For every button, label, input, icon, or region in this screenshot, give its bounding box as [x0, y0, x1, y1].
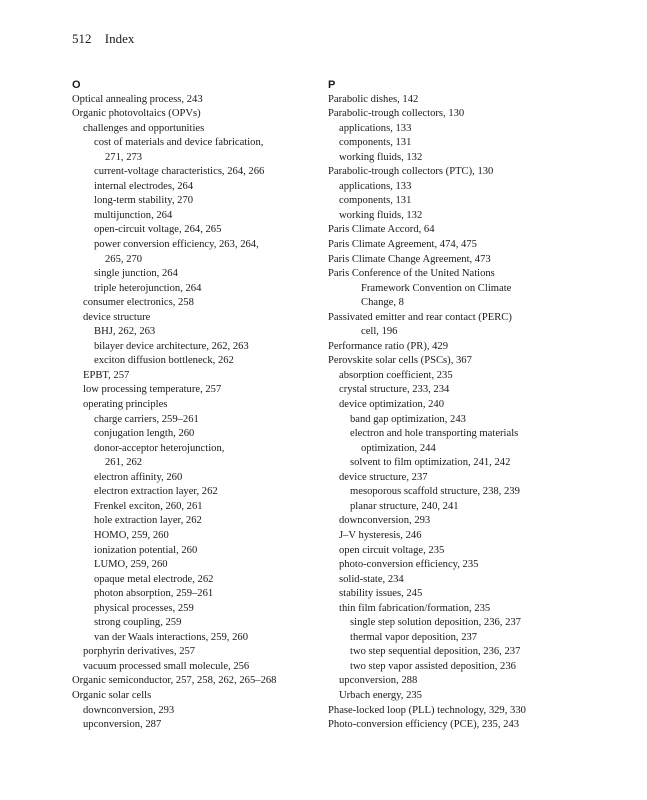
index-entry: vacuum processed small molecule, 256 [83, 660, 250, 672]
index-entry: consumer electronics, 258 [83, 297, 194, 309]
index-entry: upconversion, 288 [339, 675, 418, 687]
running-title: Index [104, 31, 135, 46]
index-entry: electron affinity, 260 [94, 471, 183, 483]
index-entry: physical processes, 259 [94, 602, 194, 614]
index-entry: LUMO, 259, 260 [94, 559, 168, 571]
index-entry: BHJ, 262, 263 [94, 326, 156, 338]
index-entry: mesoporous scaffold structure, 238, 239 [350, 486, 520, 498]
index-column-left [72, 78, 322, 733]
index-entry: solvent to film optimization, 241, 242 [350, 457, 511, 469]
index-entry: open-circuit voltage, 264, 265 [94, 224, 222, 236]
index-entry: photo-conversion efficiency, 235 [339, 559, 479, 571]
index-entry: current-voltage characteristics, 264, 266 [94, 166, 265, 178]
index-entry: Passivated emitter and rear contact (PERC) [328, 311, 512, 323]
index-entry: bilayer device architecture, 262, 263 [94, 340, 249, 352]
index-entry: J–V hysteresis, 246 [339, 529, 422, 541]
index-entry: components, 131 [339, 195, 412, 207]
index-entry: Paris Climate Change Agreement, 473 [328, 253, 491, 265]
index-entry: Phase-locked loop (PLL) technology, 329, 330 [328, 704, 526, 716]
index-entry: planar structure, 240, 241 [350, 500, 459, 512]
index-entry: stability issues, 245 [339, 588, 423, 600]
index-entry: downconversion, 293 [339, 515, 431, 527]
index-entry: thermal vapor deposition, 237 [350, 631, 478, 643]
index-entry: thin film fabrication/formation, 235 [339, 602, 491, 614]
index-entry: device structure, 237 [339, 471, 428, 483]
index-entry: internal electrodes, 264 [94, 180, 194, 192]
index-entry: Organic solar cells [72, 689, 152, 701]
index-entry: Parabolic dishes, 142 [328, 93, 419, 105]
index-entry: strong coupling, 259 [94, 617, 182, 629]
index-entry: Parabolic-trough collectors, 130 [328, 108, 465, 120]
index-entry: working fluids, 132 [339, 151, 423, 163]
index-entry: cell, 196 [361, 326, 398, 338]
index-entry: hole extraction layer, 262 [94, 515, 202, 527]
index-column-right [328, 78, 578, 733]
running-header [72, 31, 134, 47]
index-entry: triple heterojunction, 264 [94, 282, 202, 294]
index-entry: photon absorption, 259–261 [94, 588, 214, 600]
index-entry: open circuit voltage, 235 [339, 544, 445, 556]
index-entry: optimization, 244 [361, 442, 436, 454]
index-entry: crystal structure, 233, 234 [339, 384, 450, 396]
index-entry: absorption coefficient, 235 [339, 369, 453, 381]
index-entry: single step solution deposition, 236, 237 [350, 617, 521, 629]
index-entry: Parabolic-trough collectors (PTC), 130 [328, 166, 494, 178]
index-entry: upconversion, 287 [83, 719, 162, 731]
index-entry: Organic semiconductor, 257, 258, 262, 265–268 [72, 675, 277, 687]
index-entry: band gap optimization, 243 [350, 413, 466, 425]
index-entry: exciton diffusion bottleneck, 262 [94, 355, 234, 367]
index-entry: operating principles [83, 399, 168, 411]
index-entry: device optimization, 240 [339, 399, 445, 411]
index-entry: Perovskite solar cells (PSCs), 367 [328, 355, 472, 367]
index-entry: low processing temperature, 257 [83, 384, 222, 396]
index-entry: 271, 273 [105, 151, 143, 163]
index-entry: device structure [83, 311, 151, 323]
index-entry: Performance ratio (PR), 429 [328, 340, 449, 352]
index-entry: single junction, 264 [94, 268, 178, 280]
index-entry: electron extraction layer, 262 [94, 486, 218, 498]
section-letter: O [72, 79, 81, 91]
index-entry: opaque metal electrode, 262 [94, 573, 214, 585]
index-entry: applications, 133 [339, 180, 412, 192]
index-entry: Framework Convention on Climate [361, 282, 512, 294]
index-entry: multijunction, 264 [94, 209, 173, 221]
section-letter: P [328, 79, 336, 91]
index-entry: long-term stability, 270 [94, 195, 194, 207]
index-entry: Change, 8 [361, 297, 404, 309]
index-entry: components, 131 [339, 137, 412, 149]
index-entry: 261, 262 [105, 457, 143, 469]
index-entry: Paris Conference of the United Nations [328, 268, 495, 280]
index-entry: Frenkel exciton, 260, 261 [94, 500, 203, 512]
index-entry: applications, 133 [339, 122, 412, 134]
index-entry: Urbach energy, 235 [339, 689, 422, 701]
index-entry: Photo-conversion efficiency (PCE), 235, 243 [328, 719, 520, 731]
index-entry: conjugation length, 260 [94, 428, 195, 440]
index-entry: Paris Climate Accord, 64 [328, 224, 435, 236]
index-entry: porphyrin derivatives, 257 [83, 646, 196, 658]
index-entry: two step sequential deposition, 236, 237 [350, 646, 521, 658]
index-entry: charge carriers, 259–261 [94, 413, 199, 425]
index-entry: Organic photovoltaics (OPVs) [72, 108, 201, 120]
index-entry: power conversion efficiency, 263, 264, [94, 239, 259, 251]
index-entry: downconversion, 293 [83, 704, 175, 716]
index-entry: working fluids, 132 [339, 209, 423, 221]
index-entry: ionization potential, 260 [94, 544, 198, 556]
index-entry: Optical annealing process, 243 [72, 93, 203, 105]
index-entry: van der Waals interactions, 259, 260 [94, 631, 248, 643]
index-entry: two step vapor assisted deposition, 236 [350, 660, 516, 672]
index-entry: solid-state, 234 [339, 573, 404, 585]
index-entry: EPBT, 257 [83, 369, 130, 381]
index-entry: cost of materials and device fabrication, [94, 137, 264, 149]
index-entry: Paris Climate Agreement, 474, 475 [328, 239, 477, 251]
index-entry: donor-acceptor heterojunction, [94, 442, 225, 454]
index-entry: 265, 270 [105, 253, 143, 265]
index-entry: electron and hole transporting materials [350, 428, 519, 440]
page-number: 512 [72, 31, 92, 46]
index-entry: challenges and opportunities [83, 122, 205, 134]
index-entry: HOMO, 259, 260 [94, 529, 169, 541]
